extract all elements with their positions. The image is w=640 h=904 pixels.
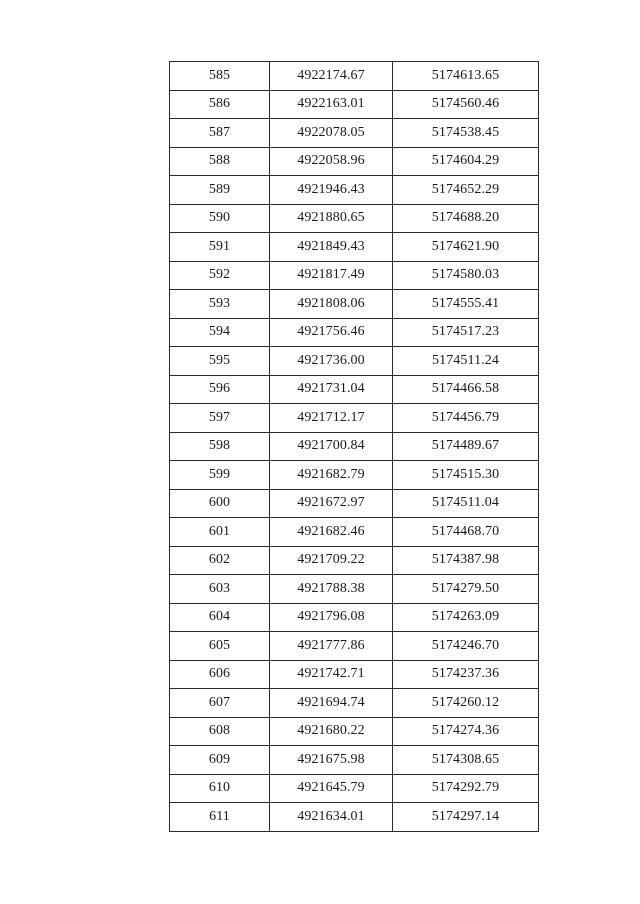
x-coordinate-cell: 4921709.22 xyxy=(270,546,393,575)
x-coordinate-cell: 4921777.86 xyxy=(270,632,393,661)
table-row xyxy=(170,375,539,404)
x-coordinate-cell: 4922163.01 xyxy=(270,90,393,119)
point-number-cell: 588 xyxy=(170,147,270,176)
point-number-cell: 600 xyxy=(170,489,270,518)
table-row xyxy=(170,347,539,376)
y-coordinate-cell: 5174688.20 xyxy=(393,204,539,233)
x-coordinate-cell: 4921672.97 xyxy=(270,489,393,518)
point-number-cell: 610 xyxy=(170,774,270,803)
point-number-cell: 602 xyxy=(170,546,270,575)
coordinates-table xyxy=(169,61,539,832)
table-row xyxy=(170,461,539,490)
y-coordinate-cell: 5174237.36 xyxy=(393,660,539,689)
table-row xyxy=(170,90,539,119)
y-coordinate-cell: 5174538.45 xyxy=(393,119,539,148)
point-number-cell: 601 xyxy=(170,518,270,547)
y-coordinate-cell: 5174468.70 xyxy=(393,518,539,547)
y-coordinate-cell: 5174613.65 xyxy=(393,62,539,91)
table-row xyxy=(170,404,539,433)
y-coordinate-cell: 5174292.79 xyxy=(393,774,539,803)
y-coordinate-cell: 5174489.67 xyxy=(393,432,539,461)
x-coordinate-cell: 4921756.46 xyxy=(270,318,393,347)
x-coordinate-cell: 4922174.67 xyxy=(270,62,393,91)
x-coordinate-cell: 4921736.00 xyxy=(270,347,393,376)
y-coordinate-cell: 5174308.65 xyxy=(393,746,539,775)
y-coordinate-cell: 5174560.46 xyxy=(393,90,539,119)
table-row xyxy=(170,176,539,205)
point-number-cell: 607 xyxy=(170,689,270,718)
table-row xyxy=(170,632,539,661)
point-number-cell: 603 xyxy=(170,575,270,604)
x-coordinate-cell: 4922058.96 xyxy=(270,147,393,176)
table-row xyxy=(170,489,539,518)
x-coordinate-cell: 4921817.49 xyxy=(270,261,393,290)
table-row xyxy=(170,233,539,262)
y-coordinate-cell: 5174515.30 xyxy=(393,461,539,490)
y-coordinate-cell: 5174260.12 xyxy=(393,689,539,718)
table-row xyxy=(170,546,539,575)
table-row xyxy=(170,774,539,803)
point-number-cell: 598 xyxy=(170,432,270,461)
y-coordinate-cell: 5174517.23 xyxy=(393,318,539,347)
y-coordinate-cell: 5174511.04 xyxy=(393,489,539,518)
table-row xyxy=(170,603,539,632)
x-coordinate-cell: 4921680.22 xyxy=(270,717,393,746)
table-row xyxy=(170,290,539,319)
table-row xyxy=(170,746,539,775)
y-coordinate-cell: 5174246.70 xyxy=(393,632,539,661)
point-number-cell: 593 xyxy=(170,290,270,319)
point-number-cell: 590 xyxy=(170,204,270,233)
x-coordinate-cell: 4921742.71 xyxy=(270,660,393,689)
y-coordinate-cell: 5174274.36 xyxy=(393,717,539,746)
table-row xyxy=(170,318,539,347)
table-row xyxy=(170,689,539,718)
table-row xyxy=(170,147,539,176)
x-coordinate-cell: 4921682.79 xyxy=(270,461,393,490)
y-coordinate-cell: 5174456.79 xyxy=(393,404,539,433)
point-number-cell: 604 xyxy=(170,603,270,632)
point-number-cell: 592 xyxy=(170,261,270,290)
y-coordinate-cell: 5174604.29 xyxy=(393,147,539,176)
table-row xyxy=(170,204,539,233)
x-coordinate-cell: 4921682.46 xyxy=(270,518,393,547)
table-row xyxy=(170,432,539,461)
y-coordinate-cell: 5174387.98 xyxy=(393,546,539,575)
x-coordinate-cell: 4921946.43 xyxy=(270,176,393,205)
point-number-cell: 586 xyxy=(170,90,270,119)
x-coordinate-cell: 4922078.05 xyxy=(270,119,393,148)
point-number-cell: 597 xyxy=(170,404,270,433)
table-row xyxy=(170,717,539,746)
table-row xyxy=(170,660,539,689)
x-coordinate-cell: 4921694.74 xyxy=(270,689,393,718)
table-row xyxy=(170,261,539,290)
y-coordinate-cell: 5174279.50 xyxy=(393,575,539,604)
point-number-cell: 609 xyxy=(170,746,270,775)
y-coordinate-cell: 5174555.41 xyxy=(393,290,539,319)
x-coordinate-cell: 4921808.06 xyxy=(270,290,393,319)
table-row xyxy=(170,62,539,91)
y-coordinate-cell: 5174621.90 xyxy=(393,233,539,262)
point-number-cell: 594 xyxy=(170,318,270,347)
table-row xyxy=(170,803,539,832)
point-number-cell: 596 xyxy=(170,375,270,404)
y-coordinate-cell: 5174297.14 xyxy=(393,803,539,832)
point-number-cell: 589 xyxy=(170,176,270,205)
table-row xyxy=(170,575,539,604)
point-number-cell: 587 xyxy=(170,119,270,148)
point-number-cell: 591 xyxy=(170,233,270,262)
point-number-cell: 605 xyxy=(170,632,270,661)
x-coordinate-cell: 4921788.38 xyxy=(270,575,393,604)
x-coordinate-cell: 4921849.43 xyxy=(270,233,393,262)
x-coordinate-cell: 4921700.84 xyxy=(270,432,393,461)
y-coordinate-cell: 5174580.03 xyxy=(393,261,539,290)
point-number-cell: 595 xyxy=(170,347,270,376)
x-coordinate-cell: 4921796.08 xyxy=(270,603,393,632)
table-row xyxy=(170,119,539,148)
coordinates-table-body xyxy=(170,62,539,832)
y-coordinate-cell: 5174263.09 xyxy=(393,603,539,632)
point-number-cell: 611 xyxy=(170,803,270,832)
point-number-cell: 585 xyxy=(170,62,270,91)
y-coordinate-cell: 5174466.58 xyxy=(393,375,539,404)
point-number-cell: 599 xyxy=(170,461,270,490)
x-coordinate-cell: 4921675.98 xyxy=(270,746,393,775)
x-coordinate-cell: 4921712.17 xyxy=(270,404,393,433)
x-coordinate-cell: 4921731.04 xyxy=(270,375,393,404)
x-coordinate-cell: 4921880.65 xyxy=(270,204,393,233)
x-coordinate-cell: 4921645.79 xyxy=(270,774,393,803)
x-coordinate-cell: 4921634.01 xyxy=(270,803,393,832)
y-coordinate-cell: 5174652.29 xyxy=(393,176,539,205)
point-number-cell: 606 xyxy=(170,660,270,689)
point-number-cell: 608 xyxy=(170,717,270,746)
y-coordinate-cell: 5174511.24 xyxy=(393,347,539,376)
table-row xyxy=(170,518,539,547)
